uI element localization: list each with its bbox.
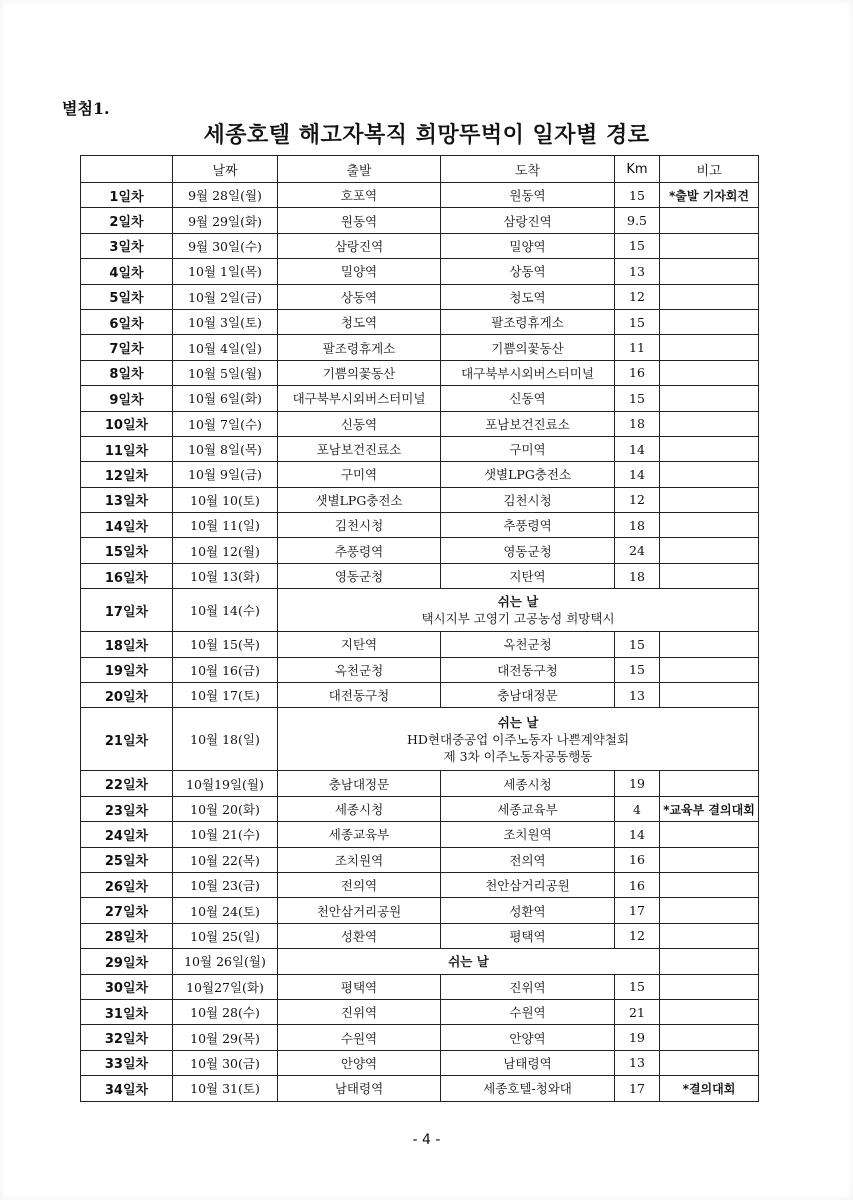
date-cell: 10월 26일(월) (173, 949, 278, 974)
day-cell: 12일차 (81, 462, 173, 487)
table-row (81, 683, 759, 708)
rest-day-event: HD현대중공업 이주노동자 나쁜계약철회 (406, 731, 630, 747)
table-row (81, 538, 759, 563)
arrival-cell: 전의역 (441, 847, 615, 872)
km-cell: 15 (615, 974, 660, 999)
arrival-cell: 세종호텔-청와대 (441, 1076, 615, 1101)
day-cell: 11일차 (81, 436, 173, 461)
arrival-cell: 진위역 (441, 974, 615, 999)
day-cell: 18일차 (81, 632, 173, 657)
date-cell: 10월 4일(일) (173, 335, 278, 360)
table-row (81, 309, 759, 334)
arrival-cell: 충남대정문 (441, 683, 615, 708)
km-cell: 14 (615, 462, 660, 487)
table-row (81, 386, 759, 411)
km-cell: 18 (615, 513, 660, 538)
note-cell (660, 771, 759, 796)
day-cell: 32일차 (81, 1025, 173, 1050)
table-row (81, 898, 759, 923)
day-cell: 34일차 (81, 1076, 173, 1101)
arrival-cell: 안양역 (441, 1025, 615, 1050)
departure-cell: 세종교육부 (278, 822, 441, 847)
note-cell (660, 822, 759, 847)
table-row (81, 208, 759, 233)
arrival-cell: 성환역 (441, 898, 615, 923)
day-cell: 22일차 (81, 771, 173, 796)
departure-cell: 김천시청 (278, 513, 441, 538)
date-cell: 10월 21(수) (173, 822, 278, 847)
rest-day-title: 쉬는 날 (497, 594, 539, 610)
day-cell: 26일차 (81, 872, 173, 897)
date-cell: 10월 8일(목) (173, 436, 278, 461)
note-cell (660, 847, 759, 872)
date-cell: 10월 7일(수) (173, 411, 278, 436)
note-cell (660, 872, 759, 897)
date-cell: 10월 23(금) (173, 872, 278, 897)
departure-cell: 밀양역 (278, 259, 441, 284)
date-cell: 10월 1일(목) (173, 259, 278, 284)
table-row (81, 822, 759, 847)
arrival-cell: 김천시청 (441, 487, 615, 512)
document-title: 세종호텔 해고자복직 희망뚜벅이 일자별 경로 (203, 123, 650, 148)
day-cell: 10일차 (81, 411, 173, 436)
table-row (81, 563, 759, 588)
page-number: - 4 - (412, 1132, 441, 1148)
note-cell (660, 309, 759, 334)
km-cell: 13 (615, 259, 660, 284)
day-cell: 17일차 (81, 589, 173, 632)
table-row (81, 999, 759, 1024)
departure-cell: 호포역 (278, 183, 441, 208)
arrival-cell: 청도역 (441, 284, 615, 309)
table-row (81, 436, 759, 461)
note-cell (660, 436, 759, 461)
km-cell: 13 (615, 683, 660, 708)
note-cell (660, 683, 759, 708)
departure-cell: 신동역 (278, 411, 441, 436)
day-cell: 20일차 (81, 683, 173, 708)
departure-cell: 안양역 (278, 1050, 441, 1075)
table-row (81, 411, 759, 436)
note-cell (660, 923, 759, 948)
note-cell (660, 538, 759, 563)
arrival-cell: 신동역 (441, 386, 615, 411)
note-cell (660, 208, 759, 233)
table-row (81, 974, 759, 999)
rest-day-row (81, 708, 759, 771)
day-cell: 13일차 (81, 487, 173, 512)
date-cell: 10월 31(토) (173, 1076, 278, 1101)
day-cell: 2일차 (81, 208, 173, 233)
date-cell: 9월 28일(월) (173, 183, 278, 208)
note-cell (660, 233, 759, 258)
date-cell: 10월27일(화) (173, 974, 278, 999)
departure-cell: 팔조령휴게소 (278, 335, 441, 360)
note-cell (660, 462, 759, 487)
day-cell: 8일차 (81, 360, 173, 385)
table-row (81, 360, 759, 385)
rest-day-cell (278, 949, 660, 974)
day-cell: 25일차 (81, 847, 173, 872)
departure-cell: 성환역 (278, 923, 441, 948)
day-cell: 15일차 (81, 538, 173, 563)
day-cell: 27일차 (81, 898, 173, 923)
note-cell (660, 487, 759, 512)
km-cell: 15 (615, 632, 660, 657)
day-cell: 5일차 (81, 284, 173, 309)
note-cell: *결의대회 (660, 1076, 759, 1101)
date-cell: 10월 30(금) (173, 1050, 278, 1075)
date-cell: 10월 12(월) (173, 538, 278, 563)
rest-day-event: 택시지부 고영기 고공농성 희망택시 (421, 611, 615, 627)
arrival-cell: 추풍령역 (441, 513, 615, 538)
departure-cell: 평택역 (278, 974, 441, 999)
km-cell: 15 (615, 233, 660, 258)
note-cell (660, 563, 759, 588)
departure-cell: 기쁨의꽃동산 (278, 360, 441, 385)
km-cell: 14 (615, 436, 660, 461)
departure-cell: 전의역 (278, 872, 441, 897)
table-row (81, 284, 759, 309)
departure-cell: 지탄역 (278, 632, 441, 657)
date-cell: 9월 29일(화) (173, 208, 278, 233)
date-cell: 10월 22(목) (173, 847, 278, 872)
departure-cell: 조치원역 (278, 847, 441, 872)
departure-cell: 수원역 (278, 1025, 441, 1050)
table-row (81, 1076, 759, 1101)
arrival-cell: 상동역 (441, 259, 615, 284)
km-cell: 17 (615, 1076, 660, 1101)
table-row (81, 513, 759, 538)
departure-cell: 샛별LPG충전소 (278, 487, 441, 512)
header-arrival: 도착 (441, 156, 615, 183)
rest-day-title: 쉬는 날 (448, 953, 489, 969)
date-cell: 10월 9일(금) (173, 462, 278, 487)
arrival-cell: 영동군청 (441, 538, 615, 563)
arrival-cell: 기쁨의꽃동산 (441, 335, 615, 360)
table-row (81, 923, 759, 948)
note-cell (660, 999, 759, 1024)
table-row (81, 487, 759, 512)
table-row (81, 259, 759, 284)
arrival-cell: 평택역 (441, 923, 615, 948)
km-cell: 17 (615, 898, 660, 923)
day-cell: 23일차 (81, 796, 173, 821)
date-cell: 9월 30일(수) (173, 233, 278, 258)
table-row (81, 1050, 759, 1075)
date-cell: 10월 18(일) (173, 708, 278, 771)
arrival-cell: 수원역 (441, 999, 615, 1024)
date-cell: 10월 2일(금) (173, 284, 278, 309)
km-cell: 14 (615, 822, 660, 847)
day-cell: 30일차 (81, 974, 173, 999)
departure-cell: 옥천군청 (278, 657, 441, 682)
note-cell: *출발 기자회견 (660, 183, 759, 208)
rest-day-row (81, 949, 759, 974)
arrival-cell: 남태령역 (441, 1050, 615, 1075)
day-cell: 6일차 (81, 309, 173, 334)
arrival-cell: 옥천군청 (441, 632, 615, 657)
day-cell: 29일차 (81, 949, 173, 974)
km-cell: 18 (615, 563, 660, 588)
date-cell: 10월 24(토) (173, 898, 278, 923)
route-table (80, 155, 759, 1102)
table-header-row (81, 156, 759, 183)
arrival-cell: 대전동구청 (441, 657, 615, 682)
note-cell (660, 513, 759, 538)
km-cell: 15 (615, 657, 660, 682)
rest-day-event: 제 3차 이주노동자공동행동 (443, 748, 593, 764)
note-cell (660, 657, 759, 682)
header-date: 날짜 (173, 156, 278, 183)
departure-cell: 포남보건진료소 (278, 436, 441, 461)
arrival-cell: 팔조령휴게소 (441, 309, 615, 334)
attachment-label: 별첨1. (62, 99, 110, 118)
note-cell: *교육부 결의대회 (660, 796, 759, 821)
km-cell: 19 (615, 771, 660, 796)
arrival-cell: 천안삼거리공원 (441, 872, 615, 897)
day-cell: 3일차 (81, 233, 173, 258)
note-cell (660, 335, 759, 360)
km-cell: 12 (615, 284, 660, 309)
date-cell: 10월 17(토) (173, 683, 278, 708)
day-cell: 24일차 (81, 822, 173, 847)
km-cell: 19 (615, 1025, 660, 1050)
departure-cell: 청도역 (278, 309, 441, 334)
day-cell: 9일차 (81, 386, 173, 411)
km-cell: 9.5 (615, 208, 660, 233)
table-body (81, 183, 759, 1102)
table-row (81, 657, 759, 682)
km-cell: 15 (615, 309, 660, 334)
date-cell: 10월 16(금) (173, 657, 278, 682)
note-cell (660, 898, 759, 923)
km-cell: 12 (615, 923, 660, 948)
departure-cell: 남태령역 (278, 1076, 441, 1101)
arrival-cell: 조치원역 (441, 822, 615, 847)
table-row (81, 796, 759, 821)
arrival-cell: 원동역 (441, 183, 615, 208)
day-cell: 31일차 (81, 999, 173, 1024)
header-day (81, 156, 173, 183)
note-cell (660, 411, 759, 436)
km-cell: 21 (615, 999, 660, 1024)
date-cell: 10월 14(수) (173, 589, 278, 632)
departure-cell: 대구북부시외버스터미널 (278, 386, 441, 411)
date-cell: 10월 29(목) (173, 1025, 278, 1050)
table-row (81, 847, 759, 872)
table-row (81, 1025, 759, 1050)
note-cell (660, 1025, 759, 1050)
date-cell: 10월 11(일) (173, 513, 278, 538)
note-cell (660, 974, 759, 999)
day-cell: 14일차 (81, 513, 173, 538)
rest-day-cell (278, 708, 759, 771)
date-cell: 10월 15(목) (173, 632, 278, 657)
arrival-cell: 대구북부시외버스터미널 (441, 360, 615, 385)
departure-cell: 충남대정문 (278, 771, 441, 796)
arrival-cell: 세종시청 (441, 771, 615, 796)
km-cell: 15 (615, 183, 660, 208)
departure-cell: 추풍령역 (278, 538, 441, 563)
km-cell: 4 (615, 796, 660, 821)
departure-cell: 삼랑진역 (278, 233, 441, 258)
rest-day-cell (278, 589, 759, 632)
date-cell: 10월 10(토) (173, 487, 278, 512)
date-cell: 10월 3일(토) (173, 309, 278, 334)
table-row (81, 462, 759, 487)
note-cell (660, 259, 759, 284)
departure-cell: 영동군청 (278, 563, 441, 588)
note-cell (660, 360, 759, 385)
arrival-cell: 샛별LPG충전소 (441, 462, 615, 487)
departure-cell: 원동역 (278, 208, 441, 233)
departure-cell: 세종시청 (278, 796, 441, 821)
date-cell: 10월 6일(화) (173, 386, 278, 411)
note-cell (660, 632, 759, 657)
km-cell: 11 (615, 335, 660, 360)
km-cell: 13 (615, 1050, 660, 1075)
departure-cell: 천안삼거리공원 (278, 898, 441, 923)
table-row (81, 771, 759, 796)
departure-cell: 진위역 (278, 999, 441, 1024)
table-row (81, 183, 759, 208)
arrival-cell: 구미역 (441, 436, 615, 461)
header-km: Km (615, 156, 660, 183)
table-row (81, 233, 759, 258)
date-cell: 10월 28(수) (173, 999, 278, 1024)
rest-day-title: 쉬는 날 (497, 714, 539, 730)
day-cell: 19일차 (81, 657, 173, 682)
day-cell: 1일차 (81, 183, 173, 208)
day-cell: 16일차 (81, 563, 173, 588)
date-cell: 10월 5일(월) (173, 360, 278, 385)
arrival-cell: 삼랑진역 (441, 208, 615, 233)
day-cell: 7일차 (81, 335, 173, 360)
table-row (81, 335, 759, 360)
km-cell: 24 (615, 538, 660, 563)
header-note: 비고 (660, 156, 759, 183)
arrival-cell: 밀양역 (441, 233, 615, 258)
arrival-cell: 포남보건진료소 (441, 411, 615, 436)
km-cell: 18 (615, 411, 660, 436)
date-cell: 10월 13(화) (173, 563, 278, 588)
note-cell (660, 386, 759, 411)
table-row (81, 632, 759, 657)
km-cell: 16 (615, 847, 660, 872)
departure-cell: 구미역 (278, 462, 441, 487)
km-cell: 15 (615, 386, 660, 411)
rest-day-row (81, 589, 759, 632)
km-cell: 16 (615, 360, 660, 385)
km-cell: 16 (615, 872, 660, 897)
day-cell: 28일차 (81, 923, 173, 948)
note-cell (660, 1050, 759, 1075)
departure-cell: 대전동구청 (278, 683, 441, 708)
date-cell: 10월 25(일) (173, 923, 278, 948)
table-row (81, 872, 759, 897)
day-cell: 21일차 (81, 708, 173, 771)
day-cell: 4일차 (81, 259, 173, 284)
day-cell: 33일차 (81, 1050, 173, 1075)
date-cell: 10월19일(월) (173, 771, 278, 796)
header-departure: 출발 (278, 156, 441, 183)
arrival-cell: 세종교육부 (441, 796, 615, 821)
arrival-cell: 지탄역 (441, 563, 615, 588)
note-cell (660, 949, 759, 974)
km-cell: 12 (615, 487, 660, 512)
departure-cell: 상동역 (278, 284, 441, 309)
date-cell: 10월 20(화) (173, 796, 278, 821)
note-cell (660, 284, 759, 309)
